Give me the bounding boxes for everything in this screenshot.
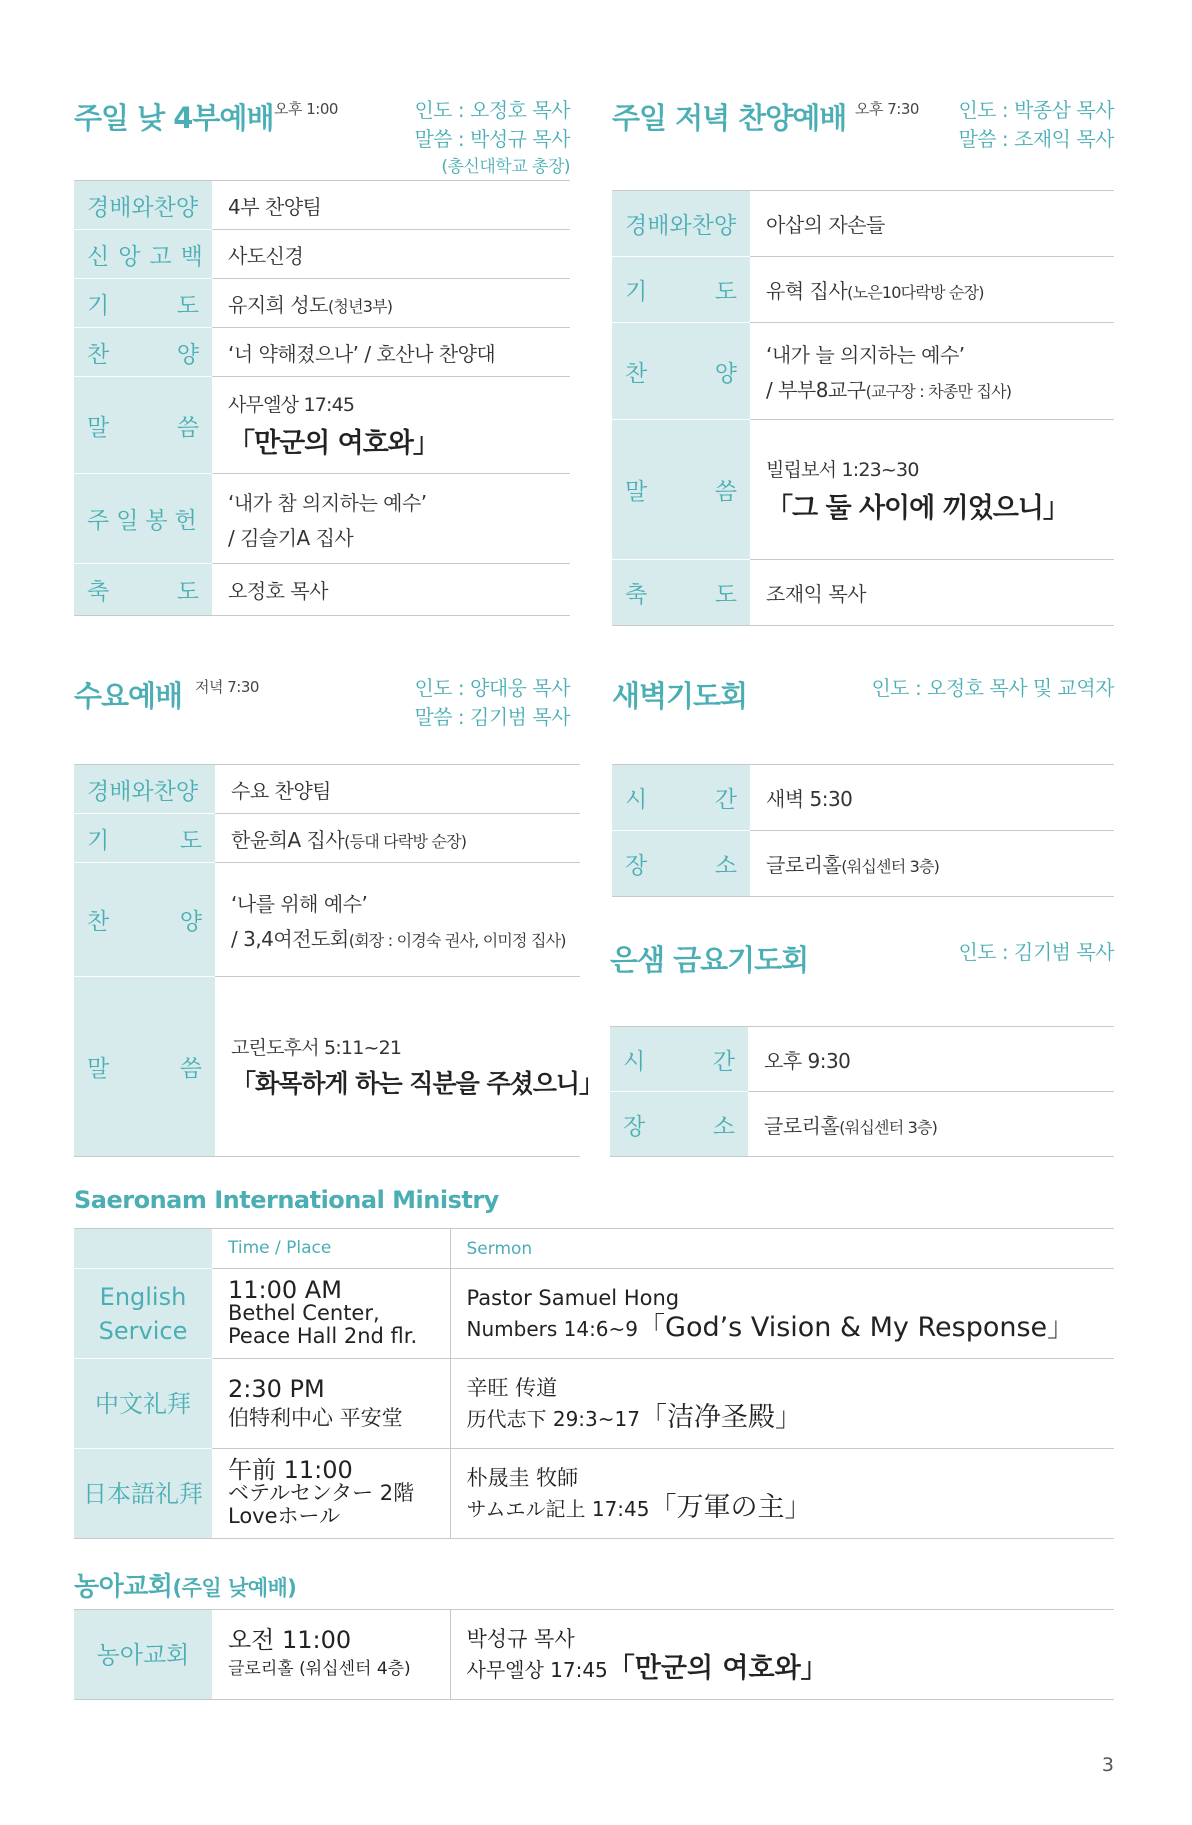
label-char: 도	[714, 279, 737, 305]
label-char: 축	[625, 582, 648, 608]
row-value	[212, 279, 570, 328]
label-char: 도	[176, 292, 199, 319]
spaced-label	[625, 273, 737, 306]
deaf-title-sub: (주일 낮예배)	[172, 1576, 297, 1600]
deaf-title	[74, 1566, 296, 1603]
sunday4-section	[74, 96, 570, 616]
sunday-evening-time: 오후 7:30	[855, 100, 919, 118]
sermon-title: 「화목하게 하는 직분을 주셨으니」	[231, 1069, 604, 1098]
table-row	[74, 230, 570, 279]
wednesday-preacher: 말씀 : 김기범 목사	[414, 705, 570, 729]
english-place-line1: Bethel Center,	[228, 1301, 380, 1325]
international-section	[74, 1228, 1114, 1539]
label-char: 씀	[714, 479, 737, 505]
row-label-text: 신앙고백	[87, 243, 212, 270]
label-char: 말	[625, 479, 648, 505]
chinese-preacher: 辛旺 传道	[466, 1376, 558, 1400]
chinese-label: 中文礼拜	[74, 1359, 212, 1449]
table-row	[74, 765, 580, 814]
table-row	[612, 323, 1114, 420]
japanese-ref: サムエル記上 17:45	[466, 1497, 650, 1521]
spaced-label	[625, 576, 737, 609]
place-name: 글로리홀	[764, 1113, 840, 1138]
friday-leader: 인도 : 김기범 목사	[958, 940, 1114, 964]
table-header-row	[74, 1229, 1114, 1269]
row-value: ‘너 약해졌으나’ / 호산나 찬양대	[212, 328, 570, 377]
row-label	[612, 765, 750, 831]
row-label-text: 주일봉헌	[87, 508, 204, 534]
label-char: 기	[625, 279, 648, 305]
label-char: 도	[714, 582, 737, 608]
english-sermon-line	[467, 1313, 1099, 1344]
japanese-place-line2: Loveホール	[228, 1504, 341, 1528]
spaced-label	[625, 473, 737, 506]
dawn-table	[612, 764, 1114, 897]
table-row	[74, 1269, 1114, 1359]
row-label	[612, 420, 750, 560]
japanese-preacher: 朴晟圭 牧師	[466, 1466, 579, 1490]
friday-section	[610, 938, 1114, 1157]
row-label	[74, 814, 215, 863]
table-row	[610, 1027, 1114, 1092]
row-value	[750, 323, 1114, 420]
dawn-leaders	[871, 674, 1114, 703]
table-row	[74, 181, 570, 230]
japanese-label: 日本語礼拜	[74, 1449, 212, 1539]
row-value	[750, 831, 1114, 897]
label-char: 축	[87, 579, 110, 605]
deaf-place: 글로리홀 (워십센터 4층)	[228, 1658, 411, 1679]
col-time-header: Time / Place	[212, 1229, 450, 1269]
spaced-label	[623, 1043, 735, 1076]
table-row	[74, 814, 580, 863]
praise-group: / 부부8교구	[766, 378, 866, 402]
friday-table	[610, 1026, 1114, 1157]
english-time: 11:00 AM	[228, 1276, 342, 1304]
english-label	[74, 1269, 212, 1359]
table-row	[74, 1449, 1114, 1539]
offering-performer: / 김슬기A 집사	[228, 525, 354, 550]
prayer-name: 유혁 집사	[766, 279, 848, 303]
deaf-sermon	[450, 1610, 1114, 1700]
praise-performer	[231, 923, 564, 952]
label-char: 장	[625, 853, 648, 879]
table-row	[74, 863, 580, 977]
row-label	[74, 377, 212, 474]
label-char: 말	[87, 414, 110, 441]
japanese-place-line1: ベテルセンター 2階	[228, 1481, 415, 1505]
wednesday-leaders	[414, 674, 570, 732]
chinese-place: 伯特利中心 平安堂	[228, 1405, 403, 1430]
table-row	[74, 279, 570, 328]
dawn-title: 새벽기도회	[612, 679, 748, 713]
row-label	[74, 230, 212, 279]
prayer-note: (등대 다락방 순장)	[344, 831, 467, 851]
praise-song: ‘나를 위해 예수’	[231, 891, 368, 916]
row-label	[74, 564, 212, 616]
japanese-sermon	[450, 1449, 1114, 1539]
table-row	[74, 377, 570, 474]
chinese-time-place	[212, 1359, 450, 1449]
english-time-place	[212, 1269, 450, 1359]
english-place-line2: Peace Hall 2nd flr.	[228, 1324, 418, 1348]
table-row	[610, 1092, 1114, 1157]
deaf-ref: 사무엘상 17:45	[466, 1658, 608, 1682]
table-row	[612, 420, 1114, 560]
row-value	[212, 474, 570, 564]
sunday4-preacher: 말씀 : 박성규 목사	[414, 127, 570, 151]
praise-song: ‘내가 늘 의지하는 예수’	[766, 343, 965, 367]
table-row	[612, 831, 1114, 897]
row-value: 오정호 목사	[212, 564, 570, 616]
japanese-sermon-line	[467, 1493, 1099, 1524]
sermon-title: 「그 둘 사이에 끼었으니」	[766, 492, 1069, 524]
table-row	[74, 564, 570, 616]
label-char: 양	[714, 360, 737, 387]
prayer-note: (청년3부)	[327, 296, 393, 316]
row-label	[610, 1027, 748, 1092]
spaced-label	[625, 781, 737, 814]
praise-note: (회장 : 이경숙 권사, 이미정 집사)	[348, 930, 566, 950]
row-value	[215, 863, 580, 977]
row-value: 수요 찬양팀	[215, 765, 580, 814]
wednesday-table	[74, 764, 604, 1157]
english-label-line1: English	[99, 1282, 187, 1311]
spaced-label	[87, 903, 202, 936]
english-label-line2: Service	[98, 1316, 188, 1345]
spaced-label	[625, 355, 737, 388]
label-char: 양	[176, 341, 199, 368]
row-value: 조재익 목사	[750, 560, 1114, 626]
deaf-time: 오전 11:00	[228, 1625, 352, 1654]
row-label: 경배와찬양	[74, 181, 212, 230]
prayer-note: (노은10다락방 순장)	[847, 283, 984, 302]
row-label	[74, 474, 212, 564]
offering-song: ‘내가 참 의지하는 예수’	[228, 490, 427, 515]
friday-title: 은샘 금요기도회	[610, 943, 809, 977]
label-char: 씀	[179, 1056, 202, 1082]
sermon-ref: 고린도후서 5:11~21	[231, 1037, 402, 1059]
header-spacer	[74, 1229, 212, 1269]
table-row	[612, 560, 1114, 626]
label-char: 찬	[625, 360, 648, 387]
row-label	[610, 1092, 748, 1157]
sunday4-table	[74, 180, 570, 616]
label-char: 말	[87, 1056, 110, 1082]
row-value	[212, 377, 570, 474]
sunday4-leader: 인도 : 오정호 목사	[414, 98, 570, 122]
label-char: 찬	[87, 909, 110, 935]
sunday-evening-leader: 인도 : 박종삼 목사	[958, 98, 1114, 122]
sermon-ref: 빌립보서 1:23~30	[766, 458, 919, 481]
spaced-label	[87, 287, 199, 320]
label-char: 기	[87, 292, 110, 319]
spaced-label	[87, 822, 202, 855]
row-label	[74, 977, 215, 1157]
international-table	[74, 1228, 1114, 1539]
deaf-title-main: 농아교회	[74, 1572, 173, 1602]
chinese-ref: 历代志下 29:3~17	[466, 1407, 640, 1431]
row-value: 오후 9:30	[748, 1027, 1114, 1092]
label-char: 간	[712, 1048, 735, 1075]
row-value	[748, 1092, 1114, 1157]
row-label	[612, 831, 750, 897]
sunday4-title: 주일 낮 4부예배	[74, 101, 274, 135]
praise-group: / 3,4여전도회	[231, 926, 349, 951]
deaf-label: 농아교회	[74, 1610, 212, 1700]
deaf-sermon-line	[467, 1654, 1099, 1685]
deaf-preacher: 박성규 목사	[466, 1627, 575, 1651]
sunday-evening-leaders	[958, 96, 1114, 154]
table-row	[612, 257, 1114, 323]
japanese-time-place	[212, 1449, 450, 1539]
spaced-label	[87, 1050, 202, 1083]
row-value: 아삽의 자손들	[750, 191, 1114, 257]
row-label	[612, 257, 750, 323]
friday-header	[610, 938, 1114, 1026]
dawn-section	[612, 674, 1114, 897]
japanese-time: 午前 11:00	[228, 1456, 353, 1484]
place-name: 글로리홀	[766, 853, 842, 877]
english-ref: Numbers 14:6~9	[466, 1317, 639, 1341]
row-label	[612, 560, 750, 626]
row-value: 4부 찬양팀	[212, 181, 570, 230]
place-note: (워십센터 3층)	[841, 857, 940, 876]
chinese-sermon	[450, 1359, 1114, 1449]
japanese-sermon-title: 「万軍の主」	[649, 1492, 812, 1523]
spaced-label	[87, 336, 199, 369]
spaced-label	[625, 847, 737, 880]
wednesday-header	[74, 674, 580, 764]
deaf-table	[74, 1609, 1114, 1700]
label-char: 시	[623, 1048, 646, 1075]
international-title: Saeronam International Ministry	[74, 1186, 499, 1214]
sermon-ref: 사무엘상 17:45	[228, 394, 355, 416]
chinese-sermon-line	[467, 1403, 1099, 1434]
english-sermon-title: 「God’s Vision & My Response」	[638, 1312, 1075, 1343]
wednesday-title: 수요예배	[74, 679, 183, 713]
row-label	[74, 328, 212, 377]
sermon-title: 「만군의 여호와」	[228, 428, 439, 459]
table-row	[74, 474, 570, 564]
sunday4-leaders	[414, 96, 570, 180]
page-number: 3	[1101, 1754, 1114, 1776]
label-char: 양	[179, 909, 202, 935]
chinese-sermon-title: 「洁净圣殿」	[639, 1402, 802, 1433]
row-value	[750, 257, 1114, 323]
spaced-label	[623, 1108, 735, 1141]
table-row	[74, 328, 570, 377]
label-char: 기	[87, 827, 110, 854]
place-note: (워십센터 3층)	[839, 1117, 938, 1137]
praise-note: (교구장 : 차종만 집사)	[865, 382, 1012, 401]
label-char: 도	[179, 827, 202, 854]
wednesday-leader: 인도 : 양대웅 목사	[414, 676, 570, 700]
label-char: 씀	[176, 414, 199, 441]
dawn-header	[612, 674, 1114, 764]
row-value	[215, 977, 604, 1157]
spaced-label	[87, 573, 199, 606]
sunday4-header	[74, 96, 570, 180]
english-sermon	[450, 1269, 1114, 1359]
prayer-name: 유지희 성도	[228, 292, 328, 317]
sunday-evening-title: 주일 저녁 찬양예배	[612, 101, 847, 135]
sunday-evening-preacher: 말씀 : 조재익 목사	[958, 127, 1114, 151]
label-char: 시	[625, 787, 648, 813]
praise-performer	[766, 374, 1098, 403]
deaf-sermon-title: 「만군의 여호와」	[607, 1653, 828, 1684]
label-char: 장	[623, 1113, 646, 1140]
sunday4-time: 오후 1:00	[274, 100, 338, 118]
row-value	[750, 420, 1114, 560]
col-sermon-header: Sermon	[450, 1229, 1114, 1269]
sunday-evening-table	[612, 190, 1114, 626]
wednesday-section	[74, 674, 604, 1157]
table-row	[74, 1610, 1114, 1700]
row-label	[612, 323, 750, 420]
table-row	[612, 191, 1114, 257]
deaf-time-place	[212, 1610, 450, 1700]
row-label	[74, 863, 215, 977]
row-value: 사도신경	[212, 230, 570, 279]
row-label	[74, 279, 212, 328]
table-row	[74, 1359, 1114, 1449]
label-char: 소	[714, 853, 737, 879]
row-value	[215, 814, 580, 863]
friday-leaders	[958, 938, 1114, 967]
wednesday-time: 저녁 7:30	[195, 678, 259, 696]
label-char: 간	[714, 787, 737, 813]
row-label: 경배와찬양	[74, 765, 215, 814]
label-char: 도	[176, 579, 199, 605]
english-preacher: Pastor Samuel Hong	[466, 1286, 680, 1310]
sunday4-preacher-note: (총신대학교 총장)	[441, 157, 570, 177]
sunday-evening-section	[612, 96, 1114, 626]
row-label: 경배와찬양	[612, 191, 750, 257]
spaced-label	[87, 409, 199, 442]
table-row	[612, 765, 1114, 831]
row-value: 새벽 5:30	[750, 765, 1114, 831]
chinese-time: 2:30 PM	[228, 1374, 325, 1403]
dawn-leader: 인도 : 오정호 목사 및 교역자	[871, 676, 1114, 700]
sunday-evening-header	[612, 96, 1114, 190]
deaf-section	[74, 1609, 1114, 1700]
label-char: 소	[712, 1113, 735, 1140]
label-char: 찬	[87, 341, 110, 368]
table-row	[74, 977, 580, 1157]
prayer-name: 한윤희A 집사	[231, 827, 345, 852]
